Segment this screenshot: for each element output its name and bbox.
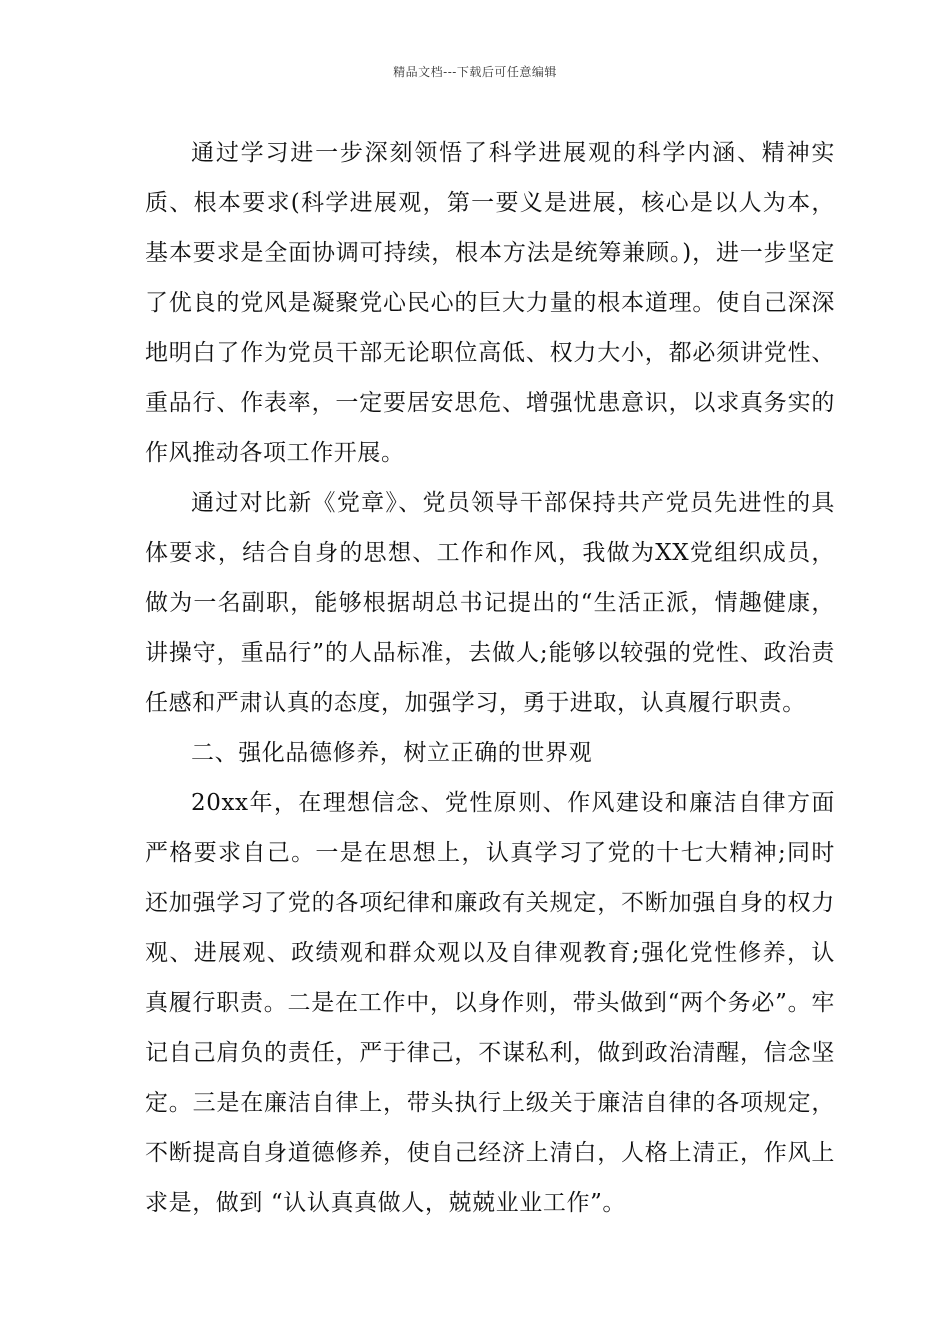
- document-body: [145, 128, 835, 1228]
- paragraph: 通过对比新《党章》、党员领导干部保持共产党员先进性的具体要求，结合自身的思想、工作和作风，我做为XX党组织成员，做为一名副职，能够根据胡总书记提出的“生活正派，情趣健康，讲操守，重品行”的人品标准，去做人;能够以较强的党性、政治责任感和严肃认真的态度，加强学习，勇于进取，认真履行职责。: [145, 490, 835, 716]
- paragraph: 通过学习进一步深刻领悟了科学进展观的科学内涵、精神实质、根本要求(科学进展观，第一要义是进展，核心是以人为本，基本要求是全面协调可持续，根本方法是统筹兼顾。)，进一步坚定了优良的党风是凝聚党心民心的巨大力量的根本道理。使自己深深地明白了作为党员干部无论职位高低、权力大小，都必须讲党性、重品行、作表率，一定要居安思危、增强忧患意识，以求真务实的作风推动各项工作开展。: [145, 140, 835, 466]
- section-heading: 二、强化品德修养，树立正确的世界观: [191, 740, 593, 766]
- paragraph: 20xx年，在理想信念、党性原则、作风建设和廉洁自律方面严格要求自己。一是在思想上，认真学习了党的十七大精神;同时还加强学习了党的各项纪律和廉政有关规定，不断加强自身的权力观、进展观、政绩观和群众观以及自律观教育;强化党性修养，认真履行职责。二是在工作中，以身作则，带头做到“两个务必”。牢记自己肩负的责任，严于律己，不谋私利，做到政治清醒，信念坚定。三是在廉洁自律上，带头执行上级关于廉洁自律的各项规定，不断提高自身道德修养，使自己经济上清白，人格上清正，作风上求是，做到 “认认真真做人，兢兢业业工作”。: [145, 790, 835, 1216]
- page-header: 精品文档---下载后可任意编辑: [393, 65, 557, 79]
